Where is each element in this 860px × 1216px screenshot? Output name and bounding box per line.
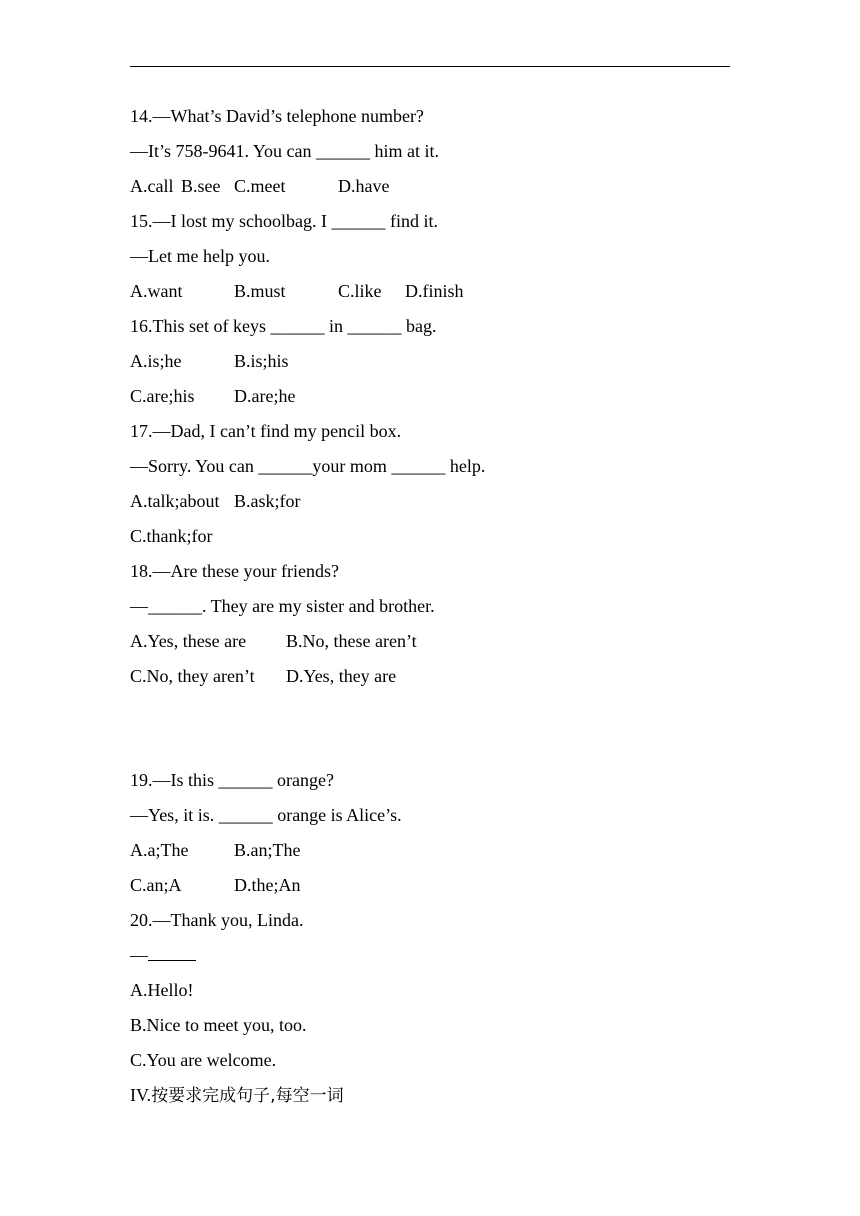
q19-prompt: 19.—Is this ______ orange? xyxy=(130,770,334,790)
q19-option-d: D.the;An xyxy=(234,875,301,895)
q18-reply: —______. They are my sister and brother. xyxy=(130,596,435,616)
section-heading xyxy=(130,1084,344,1107)
q17-option-b: B.ask;for xyxy=(234,491,301,511)
q17-option-c: C.thank;for xyxy=(130,526,213,546)
q20-option-a: A.Hello! xyxy=(130,980,194,1000)
header-rule xyxy=(130,66,730,67)
q17-option-a: A.talk;about xyxy=(130,491,220,511)
q16-option-c: C.are;his xyxy=(130,386,195,406)
q18-option-c: C.No, they aren’t xyxy=(130,666,255,686)
section-title: 按要求完成句子,每空一词 xyxy=(151,1086,344,1106)
q16-option-d: D.are;he xyxy=(234,386,296,406)
q14-option-a: A.call xyxy=(130,176,174,196)
q19-option-a: A.a;The xyxy=(130,840,189,860)
q20-option-c: C.You are welcome. xyxy=(130,1050,277,1070)
q14-option-c: C.meet xyxy=(234,176,286,196)
q17-reply: —Sorry. You can ______your mom ______ help. xyxy=(130,456,486,476)
q16-option-a: A.is;he xyxy=(130,351,182,371)
q15-reply: —Let me help you. xyxy=(130,246,270,266)
q20-answer-blank xyxy=(148,944,196,961)
q16-option-b: B.is;his xyxy=(234,351,289,371)
section-number: IV. xyxy=(130,1085,152,1105)
q14-reply: —It’s 758-9641. You can ______ him at it. xyxy=(130,141,439,161)
q19-option-b: B.an;The xyxy=(234,840,301,860)
q18-option-d: D.Yes, they are xyxy=(286,666,397,686)
q20-reply: — xyxy=(130,945,148,965)
q14-option-d: D.have xyxy=(338,176,390,196)
q18-option-a: A.Yes, these are xyxy=(130,631,247,651)
q19-option-c: C.an;A xyxy=(130,875,182,895)
q15-option-c: C.like xyxy=(338,281,382,301)
q19-reply: —Yes, it is. ______ orange is Alice’s. xyxy=(130,805,402,825)
q15-option-d: D.finish xyxy=(405,281,464,301)
q20-option-b: B.Nice to meet you, too. xyxy=(130,1015,307,1035)
q14-prompt: 14.—What’s David’s telephone number? xyxy=(130,106,424,126)
q20-prompt: 20.—Thank you, Linda. xyxy=(130,910,304,930)
q15-option-a: A.want xyxy=(130,281,183,301)
q17-prompt: 17.—Dad, I can’t find my pencil box. xyxy=(130,421,402,441)
q16-prompt: 16.This set of keys ______ in ______ bag. xyxy=(130,316,437,336)
q20-reply-line xyxy=(130,944,196,966)
q15-prompt: 15.—I lost my schoolbag. I ______ find it. xyxy=(130,211,438,231)
q14-option-b: B.see xyxy=(181,176,221,196)
q15-option-b: B.must xyxy=(234,281,286,301)
q18-option-b: B.No, these aren’t xyxy=(286,631,417,651)
q18-prompt: 18.—Are these your friends? xyxy=(130,561,339,581)
